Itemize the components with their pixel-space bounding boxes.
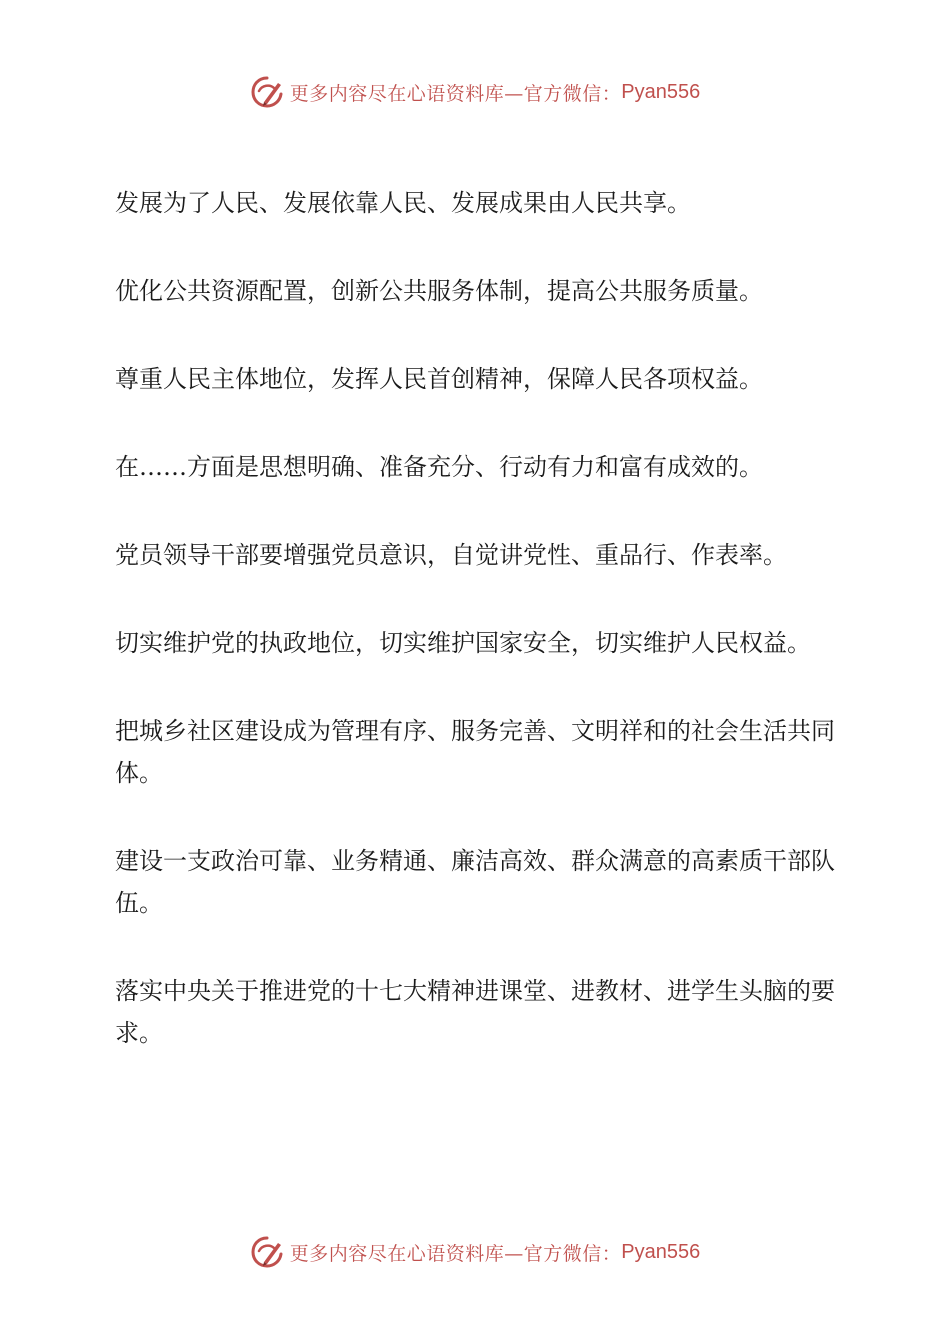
paragraph-1: 发展为了人民、发展依靠人民、发展成果由人民共享。 xyxy=(115,189,691,217)
pen-swirl-logo-icon xyxy=(250,75,284,109)
paragraph-9: 落实中央关于推进党的十七大精神进课堂、进教材、进学生头脑的要求。 xyxy=(115,977,835,1047)
paragraph-2: 优化公共资源配置，创新公共服务体制，提高公共服务质量。 xyxy=(115,277,763,305)
header-banner xyxy=(0,70,950,114)
paragraph-8: 建设一支政治可靠、业务精通、廉洁高效、群众满意的高素质干部队伍。 xyxy=(115,847,835,917)
paragraph-7: 把城乡社区建设成为管理有序、服务完善、文明祥和的社会生活共同体。 xyxy=(115,717,835,787)
footer-wechat-id: Pyan556 xyxy=(621,1240,701,1263)
paragraph-3: 尊重人民主体地位，发挥人民首创精神，保障人民各项权益。 xyxy=(115,365,763,393)
pen-swirl-logo-icon xyxy=(250,1235,284,1269)
footer-banner xyxy=(0,1230,950,1274)
paragraph-4: 在……方面是思想明确、准备充分、行动有力和富有成效的。 xyxy=(115,453,763,481)
header-wechat-id: Pyan556 xyxy=(621,80,701,103)
header-slogan: 更多内容尽在心语资料库—官方微信： xyxy=(289,82,622,105)
document-body xyxy=(115,182,850,1100)
paragraph-6: 切实维护党的执政地位，切实维护国家安全，切实维护人民权益。 xyxy=(115,629,811,657)
paragraph-5: 党员领导干部要增强党员意识，自觉讲党性、重品行、作表率。 xyxy=(115,541,787,569)
footer-slogan: 更多内容尽在心语资料库—官方微信： xyxy=(289,1242,622,1265)
